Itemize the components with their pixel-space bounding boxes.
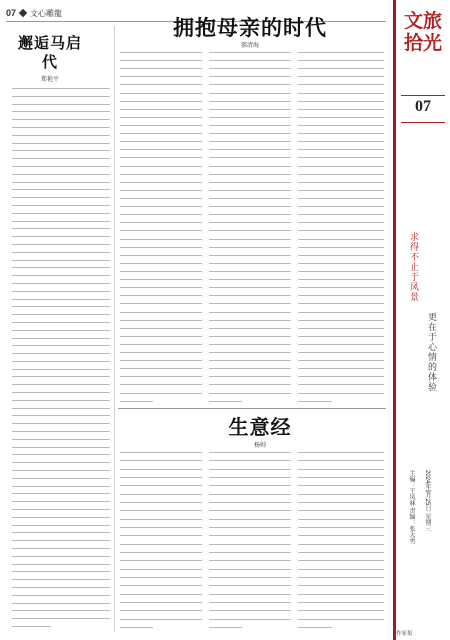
- section-title: 文旅拾光: [403, 10, 442, 54]
- publication-date: 2024年9月25日 星期三: [424, 470, 430, 532]
- header-column-name: 文心雕龍: [30, 8, 63, 18]
- article-2-body-col-2: [209, 52, 291, 402]
- sidebar-rule-top: [401, 95, 445, 96]
- column-divider: [114, 26, 115, 632]
- editor-credits: 主编：王凤林 责编：张大勇: [408, 470, 414, 544]
- article-3-body-col-2: [209, 452, 291, 628]
- article-2-title: 拥抱母亲的时代: [173, 15, 327, 40]
- slogan-red: 求得不止于风景: [408, 232, 418, 302]
- article-3-body-col-1: [120, 452, 202, 628]
- article-1-body: [12, 88, 110, 628]
- diamond-icon: [19, 9, 27, 17]
- article-3-title: 生意经: [228, 415, 292, 439]
- sidebar-page-number: 07: [415, 98, 431, 115]
- article-2-body-col-3: [298, 52, 384, 402]
- article-3-body-col-3: [298, 452, 384, 628]
- section-sidebar: [393, 0, 450, 640]
- section-divider: [118, 408, 386, 409]
- article-1-title: 邂逅马启代: [17, 34, 82, 71]
- sidebar-accent-bar: [393, 0, 396, 640]
- article-1-author: 郑艳平: [40, 77, 59, 83]
- article-2-author: 郝清海: [240, 43, 259, 49]
- article-2-body-col-1: [120, 52, 202, 402]
- paper-name: 作家报: [396, 631, 413, 637]
- slogan-dark: 更在于心情的体验: [426, 312, 436, 392]
- header-page-number: 07: [6, 8, 17, 18]
- sidebar-rule-bottom: [401, 122, 445, 123]
- article-3-author: 杨帅: [253, 443, 266, 449]
